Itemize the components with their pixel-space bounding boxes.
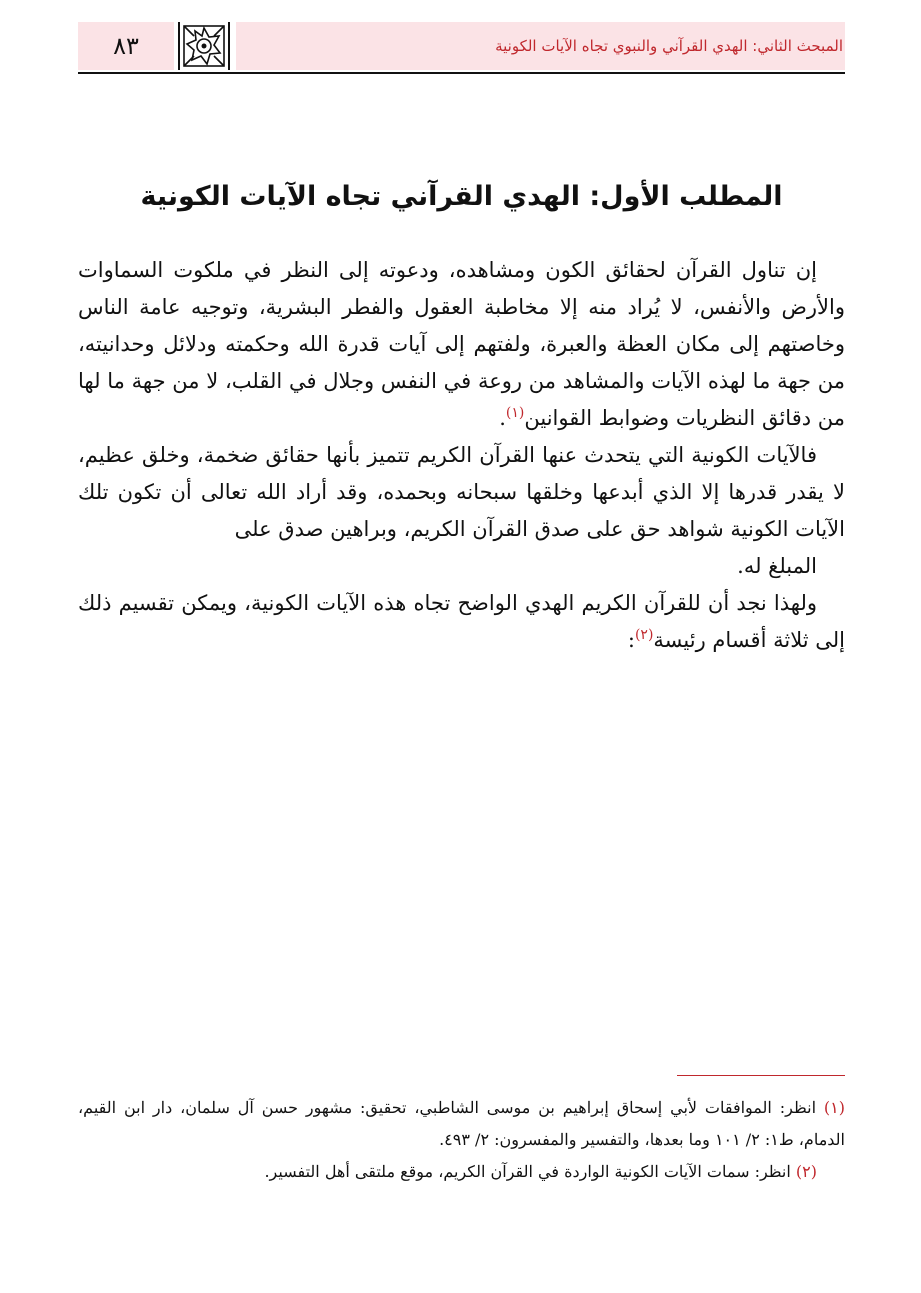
- paragraph-2-continuation: المبلغ له.: [737, 554, 817, 578]
- running-title: المبحث الثاني: الهدي القرآني والنبوي تجاه الآيات الكونية: [236, 22, 845, 70]
- body-text: [78, 252, 845, 659]
- footnote-divider: [677, 1075, 845, 1076]
- footnote-2: [78, 1156, 845, 1188]
- paragraph-3-end: :: [627, 628, 635, 652]
- page-header: [78, 22, 845, 70]
- footnotes: [78, 1092, 845, 1188]
- paragraph-1-text: إن تناول القرآن لحقائق الكون ومشاهده، ودعوته إلى النظر في ملكوت السماوات والأرض والأنفس، لا يُراد منه إلا مخاطبة العقول والفطر البشرية، وتوجيه عامة الناس وخاصتهم إلى مكان العظة والعبرة، ولفتهم إلى آيات قدرة الله وحكمته ودلائل وحدانيته، من جهة ما لهذه الآيات والمشاهد من روعة في النفس وجلال في القلب، لا من جهة ما لها من دقائق النظريات وضوابط القوانين: [78, 258, 845, 430]
- paragraph-2: [78, 437, 845, 548]
- footnote-text-2: انظر: سمات الآيات الكونية الواردة في القرآن الكريم، موقع ملتقى أهل التفسير.: [264, 1162, 791, 1181]
- footnote-number-2: (٢): [795, 1162, 817, 1181]
- header-divider: [78, 72, 845, 74]
- section-title: المطلب الأول: الهدي القرآني تجاه الآيات الكونية: [140, 181, 783, 212]
- paragraph-3-text: ولهذا نجد أن للقرآن الكريم الهدي الواضح تجاه هذه الآيات الكونية، ويمكن تقسيم ذلك إلى ثلاثة أقسام رئيسة: [78, 591, 845, 652]
- footnote-text-1: انظر: الموافقات لأبي إسحاق إبراهيم بن موسى الشاطبي، تحقيق: مشهور حسن آل سلمان، دار ابن القيم، الدمام، ط١: ٢/ ١٠١ وما بعدها، والتفسير والمفسرون: ٢/ ٤٩٣.: [78, 1098, 845, 1149]
- paragraph-2-text: فالآيات الكونية التي يتحدث عنها القرآن الكريم تتميز بأنها حقائق ضخمة، وخلق عظيم، لا يقدر قدرها إلا الذي أبدعها وخلقها سبحانه وبحمده، وقد أراد الله تعالى أن تكون تلك الآيات الكونية شواهد حق على صدق القرآن الكريم، وبراهين صدق على: [78, 443, 845, 541]
- footnote-reference-2: (٢): [634, 627, 654, 643]
- footnote-reference-1: (١): [505, 405, 525, 421]
- paragraph-1: [78, 252, 845, 437]
- footnote-1: [78, 1092, 845, 1156]
- paragraph-3: [78, 585, 845, 659]
- page-number: ٨٣: [78, 22, 174, 70]
- paragraph-1-end: .: [499, 406, 506, 430]
- footnote-number-1: (١): [823, 1098, 845, 1117]
- geometric-star-ornament-icon: [178, 22, 230, 70]
